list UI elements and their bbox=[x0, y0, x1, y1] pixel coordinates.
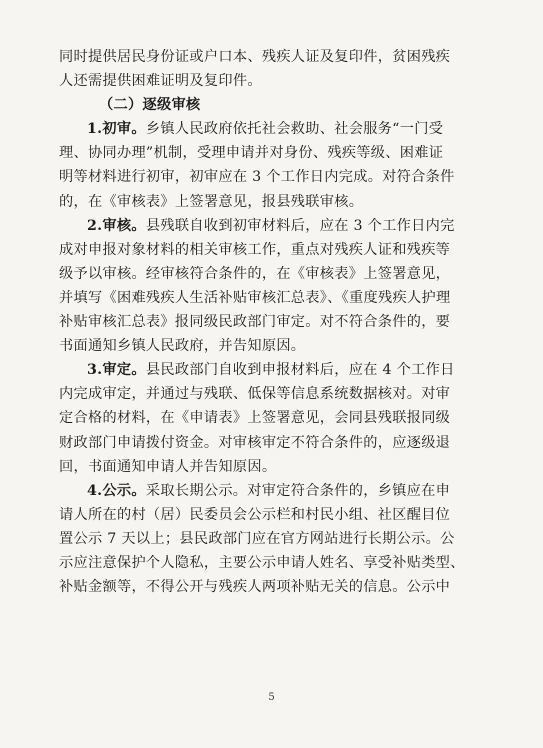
text-line-5: 理、协同办理”机制，受理申请并对身份、残疾等级、困难证 bbox=[59, 145, 444, 162]
heading-publicity: 4.公示。 bbox=[87, 482, 146, 499]
text-line-9: 成对申报对象材料的相关审核工作，重点对残疾人证和残疾等 bbox=[59, 241, 451, 258]
text-line-7: 的，在《审核表》上签署意见，报县残联审核。 bbox=[59, 193, 364, 210]
paragraph-initial-review-title: 1.初审。乡镇人民政府依托社会救助、社会服务“一门受 bbox=[87, 121, 444, 138]
paragraph-approval-title: 3.审定。县民政部门自收到申报材料后，应在 4 个工作日 bbox=[87, 362, 455, 379]
text-line-16: 定合格的材料，在《申请表》上签署意见，会同县残联报同级 bbox=[59, 410, 451, 427]
text-line-20: 请人所在的村（居）民委员会公示栏和村民小组、社区醒目位 bbox=[59, 506, 451, 523]
text-line-17: 财政部门申请拨付资金。对审核审定不符合条件的，应逐级退 bbox=[59, 434, 451, 451]
paragraph-review-title: 2.审核。县残联自收到初审材料后，应在 3 个工作日内完 bbox=[87, 217, 455, 234]
page-number: 5 bbox=[268, 692, 275, 703]
heading-approval: 3.审定。 bbox=[87, 362, 146, 379]
text-line-22: 示应注意保护个人隐私，主要公示申请人姓名、享受补贴类型、 bbox=[59, 554, 465, 571]
text-line-11: 并填写《困难残疾人生活补贴审核汇总表》、《重度残疾人护理 bbox=[59, 289, 451, 306]
section-heading: （二）逐级审核 bbox=[99, 97, 201, 114]
text-line-15: 内完成审定，并通过与残联、低保等信息系统数据核对。对审 bbox=[59, 386, 451, 403]
document-body bbox=[59, 45, 486, 599]
heading-review: 2.审核。 bbox=[87, 217, 146, 234]
text-line-10: 级予以审核。经审核符合条件的，在《审核表》上签署意见， bbox=[59, 265, 451, 282]
text-line-21: 置公示 7 天以上；县民政部门应在官方网站进行长期公示。公 bbox=[59, 530, 455, 547]
text-line-12: 补贴审核汇总表》报同级民政部门审定。对不符合条件的，要 bbox=[59, 314, 451, 331]
heading-initial-review: 1.初审。 bbox=[87, 121, 146, 138]
text-line-13: 书面通知乡镇人民政府，并告知原因。 bbox=[59, 338, 306, 355]
paragraph-publicity-title: 4.公示。采取长期公示。对审定符合条件的，乡镇应在申 bbox=[87, 482, 451, 499]
text-line-1: 同时提供居民身份证或户口本、残疾人证及复印件，贫困残疾 bbox=[59, 49, 451, 65]
text-line-2: 人还需提供困难证明及复印件。 bbox=[59, 73, 262, 90]
text-line-23: 补贴金额等，不得公开与残疾人两项补贴无关的信息。公示中 bbox=[59, 579, 451, 596]
text-line-18: 回，书面通知申请人并告知原因。 bbox=[59, 458, 277, 475]
text-line-6: 明等材料进行初审，初审应在 3 个工作日内完成。对符合条件 bbox=[59, 169, 455, 186]
